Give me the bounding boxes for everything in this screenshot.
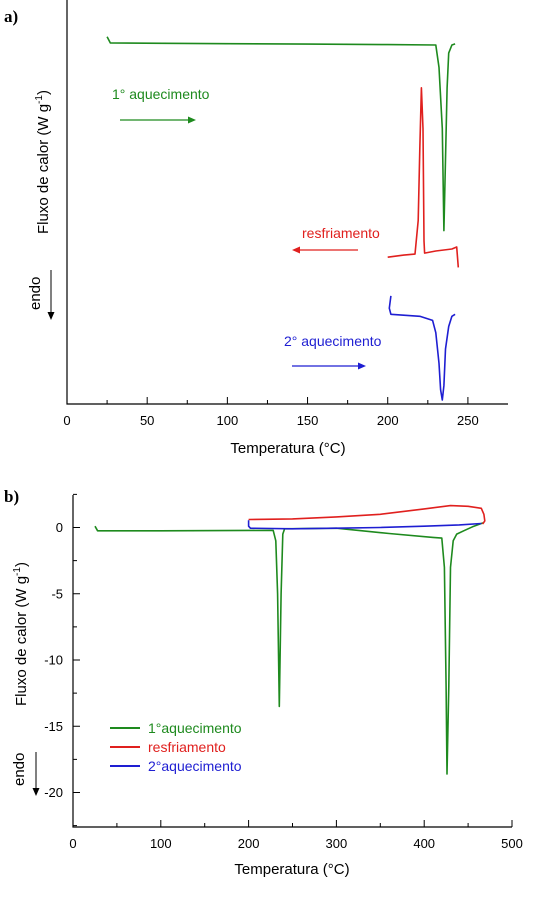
panel-b — [4, 487, 523, 878]
panel-b-x-tick-label: 200 — [237, 836, 260, 851]
panel-a-label: a) — [4, 7, 19, 26]
panel-a-x-tick-label: 200 — [376, 413, 399, 428]
annotation-1-aquecimento: 1° aquecimento — [112, 86, 210, 102]
panel-b-series-line-1 — [95, 523, 483, 774]
panel-b-y-tick-label: -5 — [51, 586, 63, 602]
panel-a-series-line-3 — [389, 296, 455, 400]
arrow-1-aquecimento — [120, 117, 196, 124]
panel-b-x-axis-label: Temperatura (°C) — [234, 861, 350, 878]
panel-a-y-axis-label: Fluxo de calor (W $g^{-1}$) — [34, 90, 52, 234]
panel-b-legend-label: resfriamento — [148, 739, 226, 755]
panel-a-x-axis-label: Temperatura (°C) — [230, 440, 346, 457]
panel-a-x-tick-label: 250 — [457, 413, 479, 428]
panel-a-endo-label: endo — [27, 276, 44, 310]
panel-b-y-tick-label: -15 — [44, 718, 63, 734]
panel-b-legend-label: 1°aquecimento — [148, 720, 242, 736]
arrow-2-aquecimento — [292, 363, 366, 370]
panel-b-x-tick-label: 0 — [69, 836, 77, 851]
panel-b-x-tick-label: 400 — [413, 836, 436, 851]
panel-b-y-ticks — [44, 494, 80, 825]
panel-b-y-tick-label: -20 — [44, 785, 63, 800]
panel-a — [4, 0, 508, 457]
panel-b-x-tick-label: 100 — [149, 836, 172, 851]
panel-b-y-tick-label: -10 — [44, 652, 63, 668]
arrow-resfriamento — [292, 247, 358, 254]
panel-b-y-axis-label: Fluxo de calor (W $g^{-1}$) — [12, 562, 30, 706]
panel-b-legend-label: 2°aquecimento — [148, 758, 242, 774]
panel-a-series-line-1 — [107, 37, 455, 231]
panel-a-endo-arrow — [48, 270, 55, 320]
panel-b-series-line-3 — [249, 520, 482, 529]
panel-a-x-tick-label: 0 — [63, 413, 71, 428]
panel-a-series-line-2 — [388, 88, 459, 268]
panel-b-y-tick-label: 0 — [55, 520, 63, 535]
panel-a-x-tick-label: 150 — [296, 413, 319, 428]
panel-a-x-ticks — [63, 397, 478, 428]
panel-b-x-ticks — [69, 820, 522, 851]
panel-b-legend — [110, 720, 242, 774]
annotation-resfriamento: resfriamento — [302, 225, 380, 241]
panel-b-label: b) — [4, 487, 20, 506]
panel-b-x-tick-label: 500 — [501, 836, 523, 851]
annotation-2-aquecimento: 2° aquecimento — [284, 333, 382, 349]
panel-a-x-tick-label: 100 — [216, 413, 239, 428]
panel-b-endo-arrow — [33, 752, 40, 796]
panel-a-x-tick-label: 50 — [139, 413, 155, 428]
panel-b-x-tick-label: 300 — [325, 836, 348, 851]
panel-b-endo-label: endo — [11, 752, 28, 786]
panel-b-series-line-2 — [249, 506, 485, 524]
